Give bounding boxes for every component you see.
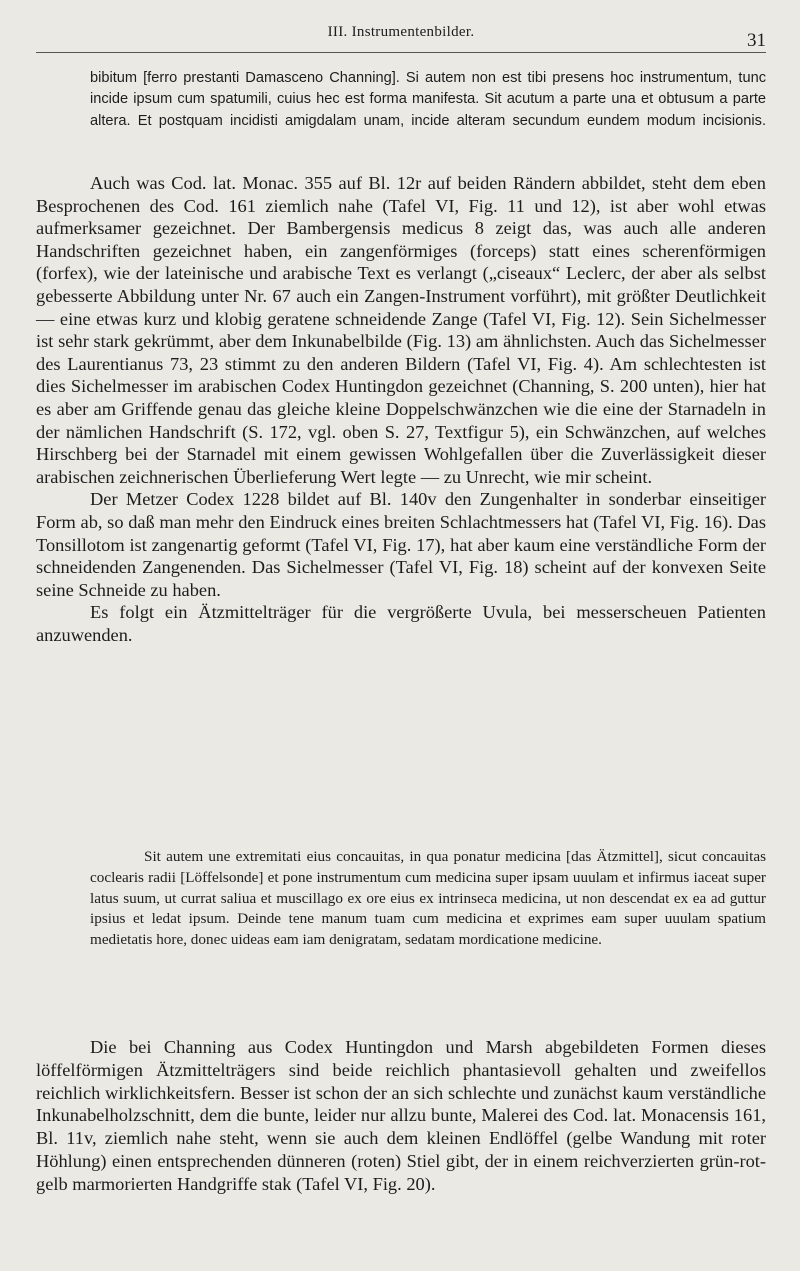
page-number: 31	[747, 30, 766, 51]
page-header	[36, 22, 766, 50]
main-text	[36, 172, 766, 646]
latin-quote-1-text: bibitum [ferro prestanti Damasceno Channing]. Si autem non est tibi presens hoc instrumentum, tunc incide ipsum cum spatumili, cuius hec est forma manifesta. Sit acutum a parte una et obtusum a parte altera. Et postquam incidisti amigdalam unam, incide alteram secundum eundem modum incisionis.	[90, 70, 766, 129]
paragraph-2: Der Metzer Codex 1228 bildet auf Bl. 140v den Zungenhalter in sonderbar einseitiger Form ab, so daß man mehr den Eindruck eines breiten Schlachtmessers hat (Tafel VI, Fig. 16). Das Tonsillotom ist zangenartig geformt (Tafel VI, Fig. 17), hat aber kaum eine verständliche Form der schneidenden Zangenenden. Das Sichelmesser (Tafel VI, Fig. 18) scheint auf der konvexen Seite seine Schneide zu haben.	[36, 489, 766, 600]
latin-quote-1	[90, 68, 766, 132]
final-paragraph: Die bei Channing aus Codex Huntingdon und Marsh abgebildeten Formen dieses löffelförmigen Ätzmittelträgers sind beide reichlich phantasievoll gehalten und zweifellos reichlich wirklichkeitsfern. Besser ist schon der an sich schlechte und zunächst kaum verständliche Inkunabelholzschnitt, dem die bunte, leider nur allzu bunte, Malerei des Cod. lat. Monacensis 161, Bl. 11v, ziemlich nahe steht, wenn sie auch dem kleinen Endlöffel (gelbe Wandung mit roter Höhlung) einen entsprechenden dünneren (roten) Stiel gibt, der in einem reichverzierten grün-rot-gelb marmorierten Handgriffe stak (Tafel VI, Fig. 20).	[36, 1037, 766, 1194]
paragraph-3: Es folgt ein Ätzmittelträger für die vergrößerte Uvula, bei messerscheuen Patienten anzuwenden.	[36, 602, 766, 645]
latin-quote-2-text: Sit autem une extremitati eius concauitas, in qua ponatur medicina [das Ätzmittel], sicut concauitas coclearis radii [Löffelsonde] et pone instrumentum cum medicina super ipsam uuulam et infirmus iaceat super latus suum, ut currat saliua et muscillago ex ore eius ex intrinseca medicina, ut non descendat ex ea ad guttur ipsius et ledat ipsum. Deinde tene manum tuam cum medicina et exprimes eam super uuulam spatium medietatis hore, donec uideas eam iam denigratam, sedatam mordicatione medicine.	[90, 848, 766, 949]
header-rule	[36, 52, 766, 53]
paragraph-1: Auch was Cod. lat. Monac. 355 auf Bl. 12r auf beiden Rändern abbildet, steht dem eben Besprochenen des Cod. 161 ziemlich nahe (Tafel VI, Fig. 11 und 12), ist aber wohl etwas aufmerksamer gezeichnet. Der Bambergensis medicus 8 zeigt das, was auch alle anderen Handschriften gezeichnet haben, ein zangenförmiges (forceps) statt eines scherenförmigen (forfex), wie der lateinische und arabische Text es verlangt („ciseaux“ Leclerc, der aber als selbst gebesserte Abbildung unter Nr. 67 auch ein Zangen-Instrument vorführt), mit größter Deutlichkeit — eine etwas kurz und klobig geratene schneidende Zange (Tafel VI, Fig. 12). Sein Sichelmesser ist sehr stark gekrümmt, aber dem Inkunabelbilde (Fig. 13) am ähnlichsten. Auch das Sichelmesser des Laurentianus 73, 23 stimmt zu den anderen Bildern (Tafel VI, Fig. 4). Am schlechtesten ist dies Sichelmesser im arabischen Codex Huntingdon gezeichnet (Channing, S. 200 unten), hier hat es aber am Griffende genau das gleiche kleine Doppelschwänzchen wie die eine der Starnadeln in der nämlichen Handschrift (S. 172, vgl. oben S. 27, Textfigur 5), ein Schwänzchen, auf welches Hirschberg bei der Starnadel mit einem gewissen Wohlgefallen über die Zuverlässigkeit dieser arabischen zeichnerischen Überlieferung Wert legte — zu Unrecht, wie mir scheint.	[36, 173, 766, 487]
closing-text	[36, 1036, 766, 1196]
latin-quote-2	[90, 847, 766, 951]
running-title: III. Instrumentenbilder.	[327, 24, 475, 40]
